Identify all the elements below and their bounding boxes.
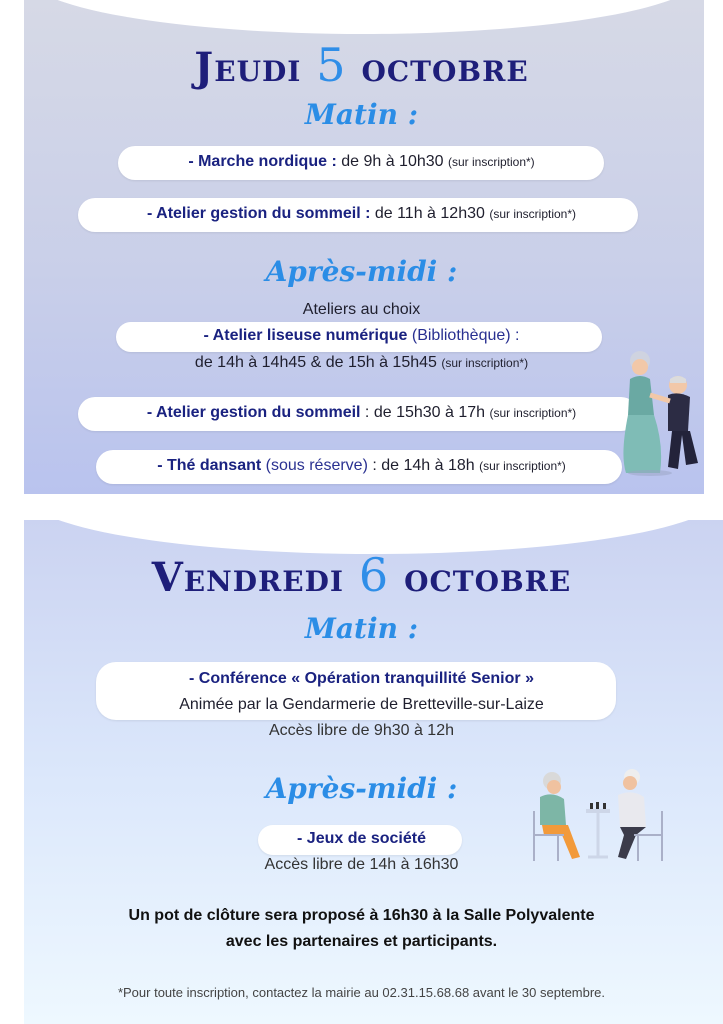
activity-sommeil-1: - Atelier gestion du sommeil : de 11h à 12h30 (sur inscription*)	[146, 205, 577, 222]
thursday-morning-label: Matin :	[304, 98, 419, 131]
closing-line-2: avec les partenaires et participants.	[225, 933, 498, 950]
activity-liseuse: - Atelier liseuse numérique (Bibliothèque) :	[203, 327, 520, 344]
dancing-couple-illustration	[620, 345, 710, 480]
chess-players-illustration	[528, 765, 668, 865]
friday-title: Vendredi 6 octobre	[151, 548, 572, 602]
thursday-afternoon-label: Après-midi :	[265, 255, 458, 288]
activity-sommeil-2: - Atelier gestion du sommeil : de 15h30 à 17h (sur inscription*)	[146, 404, 577, 421]
friday-morning-label: Matin :	[304, 612, 419, 645]
closing-line-1: Un pot de clôture sera proposé à 16h30 à la Salle Polyvalente	[128, 907, 595, 924]
activity-the: - Thé dansant (sous réserve) : de 14h à 18h (sur inscription*)	[157, 457, 566, 474]
jeux-acces: Accès libre de 14h à 16h30	[264, 856, 459, 873]
activity-jeux: - Jeux de société	[297, 830, 426, 847]
friday-afternoon-label: Après-midi :	[265, 772, 458, 805]
conference-animee: Animée par la Gendarmerie de Bretteville-sur-Laize	[179, 696, 544, 713]
activity-conference: - Conférence « Opération tranquillité Senior »	[189, 670, 534, 687]
ateliers-choice: Ateliers au choix	[302, 301, 421, 318]
footnote: *Pour toute inscription, contactez la mairie au 02.31.15.68.68 avant le 30 septembre.	[117, 985, 606, 1000]
activity-marche: - Marche nordique : de 9h à 10h30 (sur inscription*)	[188, 153, 535, 170]
panel-arch	[24, 0, 704, 34]
thursday-title: Jeudi 5 octobre	[194, 38, 529, 92]
conference-acces: Accès libre de 9h30 à 12h	[268, 722, 454, 739]
liseuse-time: de 14h à 14h45 & de 15h à 15h45 (sur inscription*)	[194, 354, 529, 371]
